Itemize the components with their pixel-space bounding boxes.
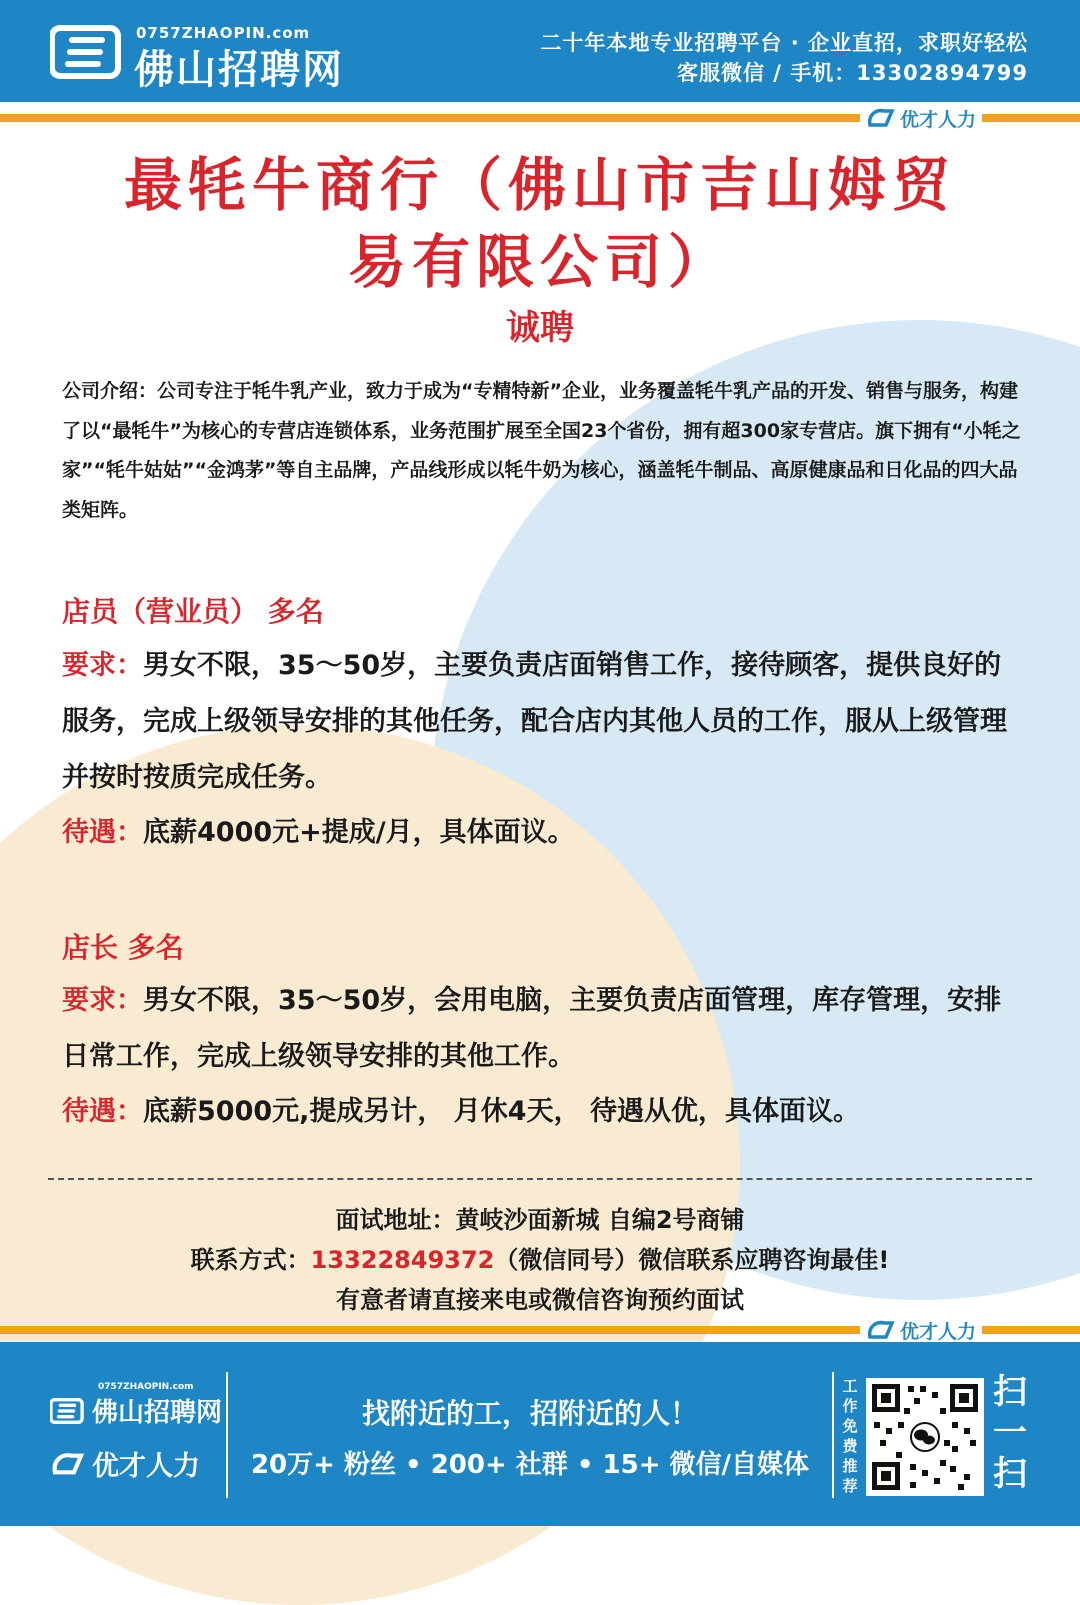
company-title-line1: 最牦牛商行（佛山市吉山姆贸 — [123, 151, 956, 219]
requirements-label: 要求： — [62, 985, 143, 1016]
header-tagline: 二十年本地专业招聘平台 · 企业直招，求职好轻松 — [540, 31, 1028, 55]
youcai-logo-icon — [866, 1319, 896, 1341]
footer-youcai-label: 优才人力 — [92, 1451, 200, 1482]
scan-char: 扫 — [993, 1372, 1027, 1412]
requirements-text: 男女不限，35～50岁，会用电脑，主要负责店面管理，库存管理，安排日常工作，完成上级领导安排的其他工作。 — [62, 985, 1002, 1072]
contact-line — [0, 1240, 1080, 1275]
vertical-char: 费 — [842, 1437, 858, 1455]
vertical-char: 荐 — [842, 1477, 858, 1495]
footer-logo-name: 佛山招聘网 — [92, 1398, 223, 1428]
pay-label: 待遇： — [62, 817, 143, 848]
pay-label: 待遇： — [62, 1096, 143, 1127]
footer-slogan-main: 找附近的工，招附近的人！ — [361, 1397, 698, 1430]
job-pay-manager — [62, 1084, 1027, 1140]
scan-prompt — [992, 1372, 1028, 1495]
vertical-char: 推 — [842, 1457, 858, 1475]
footer-logo-url: 0757ZHAOPIN.com — [98, 1382, 194, 1392]
youcai-brand-bottom — [860, 1315, 982, 1345]
footer-youcai-logo[interactable] — [50, 1444, 200, 1483]
contact-note: 有意者请直接来电或微信咨询预约面试 — [336, 1286, 744, 1314]
wechat-qr-code[interactable] — [866, 1378, 984, 1496]
footer-banner — [0, 1342, 1080, 1526]
hiring-subtitle: 诚聘 — [506, 308, 574, 348]
youcai-brand-top — [860, 103, 982, 133]
pay-text: 底薪4000元+提成/月，具体面议。 — [143, 817, 575, 848]
logo-url: 0757ZHAOPIN.com — [136, 24, 311, 42]
footer-divider-left — [226, 1372, 228, 1498]
footer-slogan-stats: 20万+ 粉丝 • 200+ 社群 • 15+ 微信/自媒体 — [250, 1450, 810, 1480]
contact-phone-note: （微信同号）微信联系应聘咨询最佳! — [494, 1246, 890, 1274]
header-service-contact: 客服微信 / 手机：13302894799 — [676, 61, 1028, 85]
job-title-manager: 店长 多名 — [62, 931, 184, 964]
job-requirements-manager — [62, 973, 1027, 1085]
logo-mark-icon — [50, 24, 122, 80]
header-banner — [0, 0, 1080, 102]
logo-mark-icon — [50, 1397, 84, 1425]
youcai-brand-label: 优才人力 — [900, 108, 977, 131]
logo-name: 佛山招聘网 — [134, 47, 344, 93]
job-pay-clerk — [62, 805, 1027, 861]
footer-vertical-text — [840, 1376, 860, 1496]
requirements-text: 男女不限，35～50岁，主要负责店面销售工作，接待顾客，提供良好的服务，完成上级领导安排的其他任务，配合店内其他人员的工作，服从上级管理并按时按质完成任务。 — [62, 650, 1007, 793]
youcai-brand-label: 优才人力 — [900, 1320, 977, 1343]
contact-label: 联系方式： — [190, 1246, 311, 1274]
scan-char: 一 — [993, 1413, 1027, 1453]
footer-site-logo[interactable] — [50, 1382, 223, 1429]
company-title-line2: 易有限公司） — [347, 228, 732, 296]
youcai-logo-icon — [50, 1451, 86, 1477]
contact-phone[interactable]: 13322849372 — [310, 1246, 495, 1274]
site-logo[interactable] — [50, 20, 370, 93]
vertical-char: 免 — [842, 1417, 858, 1435]
dashed-divider — [48, 1178, 1032, 1180]
job-requirements-clerk — [62, 638, 1027, 806]
vertical-char: 作 — [842, 1397, 858, 1415]
vertical-char: 工 — [842, 1377, 858, 1395]
scan-char: 扫 — [993, 1454, 1027, 1494]
youcai-logo-icon — [866, 107, 896, 129]
footer-divider-right — [832, 1372, 834, 1498]
interview-address: 面试地址：黄岐沙面新城 自编2号商铺 — [335, 1206, 745, 1234]
company-intro: 公司介绍：公司专注于牦牛乳产业，致力于成为“专精特新”企业，业务覆盖牦牛乳产品的开发、销售与服务，构建了以“最牦牛”为核心的专营店连锁体系，业务范围扩展至全国23个省份，拥有超300家专营店。旗下拥有“小牦之家”“牦牛姑姑”“金鸿茅”等自主品牌，产品线形成以牦牛奶为核心，涵盖牦牛制品、高原健康品和日化品的四大品类矩阵。 — [62, 380, 1021, 521]
requirements-label: 要求： — [62, 650, 143, 681]
job-title-clerk: 店员（营业员） 多名 — [62, 595, 324, 628]
pay-text: 底薪5000元,提成另计， 月休4天， 待遇从优，具体面议。 — [143, 1096, 860, 1127]
